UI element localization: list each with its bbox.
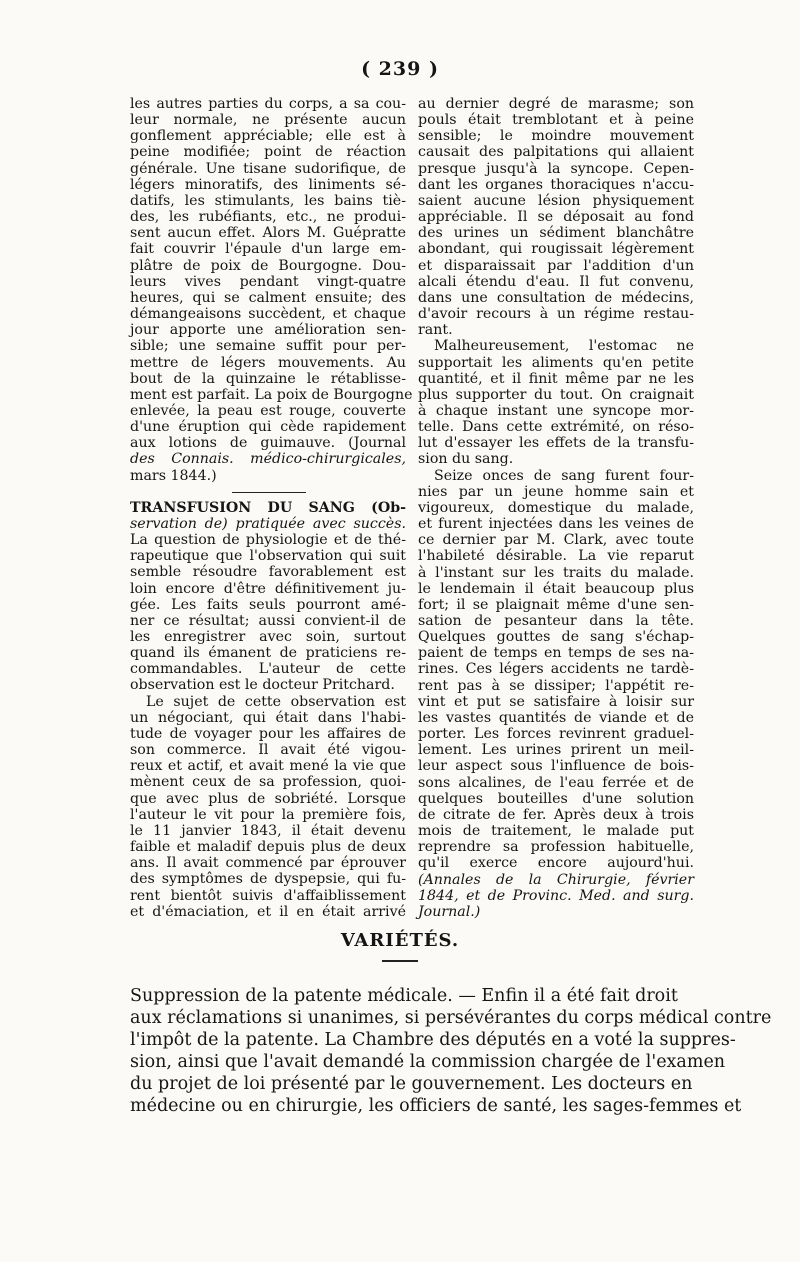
text-line: vigoureux, domestique du malade,: [418, 499, 694, 516]
text-line: Quelques gouttes de sang s'échap-: [418, 629, 694, 646]
text-line: mettre de légers mouvements. Au: [130, 354, 406, 371]
text-line: jour apporte une amélioration sen-: [130, 322, 406, 339]
page-number: ( 239 ): [361, 58, 439, 80]
section-rule: [382, 960, 418, 962]
text-line: servation de) pratiquée avec succès.: [130, 515, 406, 532]
text-line: du projet de loi présenté par le gouvernement. Les docteurs en: [130, 1074, 693, 1094]
text-line: mènent ceux de sa profession, quoi-: [130, 774, 406, 791]
text-line: aux lotions de guimauve. (Journal: [130, 435, 406, 452]
text-line: pouls était tremblotant et à peine: [418, 112, 694, 129]
text-line: bout de la quinzaine le rétablisse-: [130, 370, 406, 387]
text-line: rent bientôt suivis d'affaiblissement: [130, 887, 406, 904]
text-line: les vastes quantités de viande et de: [418, 709, 694, 726]
text-line: Journal.): [418, 903, 481, 920]
text-line: fort; il se plaignait même d'une sen-: [418, 596, 694, 613]
text-line: peine modifiée; point de réaction: [130, 144, 406, 161]
article-divider: [130, 484, 406, 500]
text-line: leurs vives pendant vingt-quatre: [130, 273, 406, 290]
text-line: semble résoudre favorablement est: [130, 564, 406, 581]
text-line: sion du sang.: [418, 451, 514, 468]
text-line: légers minoratifs, des liniments sé-: [130, 176, 406, 193]
text-line: supportait les aliments qu'en petite: [418, 354, 694, 371]
right-column: [418, 96, 694, 920]
text-line: et furent injectées dans les veines de: [418, 516, 694, 533]
text-line: (Annales de la Chirurgie, février: [418, 871, 694, 888]
text-line: au dernier degré de marasme; son: [418, 96, 694, 112]
text-line: plâtre de poix de Bourgogne. Dou-: [130, 257, 406, 274]
section-title: VARIÉTÉS.: [340, 930, 460, 951]
text-line: à chaque instant une syncope mor-: [418, 402, 694, 419]
text-line: démangeaisons succèdent, et chaque: [130, 306, 406, 323]
text-line: ce dernier par M. Clark, avec toute: [418, 532, 694, 549]
text-line: telle. Dans cette extrémité, on réso-: [418, 419, 694, 436]
text-line: sion, ainsi que l'avait demandé la commission chargée de l'examen: [130, 1052, 726, 1072]
text-line: presque jusqu'à la syncope. Cepen-: [418, 160, 694, 177]
text-line: fait couvrir l'épaule d'un large em-: [130, 241, 406, 258]
text-line: des symptômes de dyspepsie, qui fu-: [130, 871, 406, 888]
text-line: La question de physiologie et de thé-: [130, 532, 406, 549]
text-line: Malheureusement, l'estomac ne: [434, 338, 694, 355]
text-line: ment est parfait. La poix de Bourgogne: [130, 386, 413, 403]
text-line: ner ce résultat; aussi convient-il de: [130, 612, 406, 629]
text-line: faible et maladif depuis plus de deux: [130, 839, 406, 856]
left-column: [130, 96, 413, 920]
text-line: dant les organes thoraciques n'accu-: [418, 176, 694, 193]
text-line: Seize onces de sang furent four-: [434, 467, 694, 484]
text-line: datifs, les stimulants, les bains tiè-: [130, 192, 406, 209]
text-line: enlevée, la peau est rouge, couverte: [130, 402, 406, 419]
text-line: gonflement appréciable; elle est à: [130, 128, 406, 145]
text-line: observation est le docteur Pritchard.: [130, 677, 395, 694]
text-line: Suppression de la patente médicale. — Enfin il a été fait droit: [130, 986, 678, 1006]
text-line: lement. Les urines prirent un meil-: [418, 742, 694, 759]
text-line: porter. Les forces revinrent graduel-: [418, 726, 694, 743]
text-line: gée. Les faits seuls pourront amé-: [130, 596, 406, 613]
text-line: mois de traitement, le malade put: [418, 823, 694, 840]
text-line: ans. Il avait commencé par éprouver: [130, 855, 406, 872]
text-line: d'avoir recours à un régime restau-: [418, 306, 694, 323]
text-line: de citrate de fer. Après deux à trois: [418, 806, 694, 823]
text-line: médecine ou en chirurgie, les officiers de santé, les sages-femmes et: [130, 1096, 742, 1116]
text-line: quantité, et il finit même par ne les: [418, 370, 694, 387]
text-line: un négociant, qui était dans l'habi-: [130, 709, 406, 726]
text-line: lut d'essayer les effets de la transfu-: [418, 435, 694, 452]
text-line: quelques bouteilles d'une solution: [418, 790, 694, 807]
text-line: quand ils émanent de praticiens re-: [130, 645, 406, 662]
text-line: reux et actif, et avait mené la vie que: [130, 758, 406, 775]
text-line: mars 1844.): [130, 467, 217, 484]
text-line: des, les rubéfiants, etc., ne produi-: [130, 209, 406, 226]
text-line: les autres parties du corps, a sa cou-: [130, 96, 406, 112]
text-line: paient de temps en temps de ses na-: [418, 645, 694, 662]
text-line: leur aspect sous l'influence de bois-: [418, 758, 694, 775]
text-line: sation de pesanteur dans la tête.: [418, 613, 694, 629]
text-line: l'auteur le vit pour la première fois,: [130, 806, 406, 823]
text-line: nies par un jeune homme sain et: [418, 483, 694, 500]
text-line: dans une consultation de médecins,: [418, 289, 694, 306]
text-line: loin encore d'être définitivement ju-: [130, 580, 406, 597]
text-line: que avec plus de sobriété. Lorsque: [130, 790, 406, 807]
text-line: des urines un sédiment blanchâtre: [418, 225, 694, 242]
text-line: et d'émaciation, et il en était arrivé: [130, 903, 406, 920]
text-line: alcali étendu d'eau. Il fut convenu,: [418, 273, 694, 290]
text-line: abondant, qui rougissait légèrement: [418, 241, 694, 258]
text-line: Le sujet de cette observation est: [146, 693, 406, 710]
text-line: qu'il exerce encore aujourd'hui.: [418, 855, 694, 872]
text-line: aux réclamations si unanimes, si persévérantes du corps médical contre: [130, 1008, 772, 1028]
text-line: rent pas à se dissiper; l'appétit re-: [418, 677, 694, 694]
text-line: 1844, et de Provinc. Med. and surg.: [418, 887, 694, 904]
text-line: rines. Ces légers accidents ne tardè-: [418, 661, 694, 678]
text-line: sible; une semaine suffit pour per-: [130, 338, 406, 355]
text-line: rapeutique que l'observation qui suit: [130, 548, 406, 565]
text-line: rant.: [418, 322, 453, 339]
text-line: sons alcalines, de l'eau ferrée et de: [418, 774, 694, 791]
text-line: le 11 janvier 1843, il était devenu: [130, 822, 406, 839]
text-line: tude de voyager pour les affaires de: [130, 725, 406, 742]
article-heading: TRANSFUSION DU SANG (Ob-: [130, 499, 406, 516]
text-line: appréciable. Il se déposait au fond: [418, 209, 694, 226]
bottom-paragraph: [130, 985, 772, 1117]
text-line: reprendre sa profession habituelle,: [418, 839, 694, 856]
text-line: et disparaissait par l'addition d'un: [418, 257, 694, 274]
text-line: leur normale, ne présente aucun: [130, 112, 406, 129]
text-line: commandables. L'auteur de cette: [130, 661, 406, 678]
text-line: vint et put se satisfaire à loisir sur: [418, 693, 694, 710]
text-line: le lendemain il était beaucoup plus: [418, 580, 694, 597]
text-line: des Connais. médico-chirurgicales,: [130, 451, 406, 468]
text-line: à l'instant sur les traits du malade.: [418, 564, 694, 581]
text-line: plus supporter du tout. On craignait: [418, 386, 694, 403]
text-line: sent aucun effet. Alors M. Guépratte: [130, 225, 406, 242]
text-line: sensible; le moindre mouvement: [418, 128, 694, 145]
text-line: son commerce. Il avait été vigou-: [130, 742, 406, 759]
text-line: heures, qui se calment ensuite; des: [130, 289, 406, 306]
text-line: l'habileté désirable. La vie reparut: [418, 548, 694, 565]
text-line: causait des palpitations qui allaient: [418, 144, 694, 161]
text-line: les enregistrer avec soin, surtout: [130, 629, 406, 645]
text-line: saient aucune lésion physiquement: [418, 192, 694, 209]
text-line: l'impôt de la patente. La Chambre des députés en a voté la suppres-: [130, 1030, 736, 1050]
text-line: d'une éruption qui cède rapidement: [130, 419, 406, 436]
text-line: générale. Une tisane sudorifique, de: [130, 160, 406, 177]
